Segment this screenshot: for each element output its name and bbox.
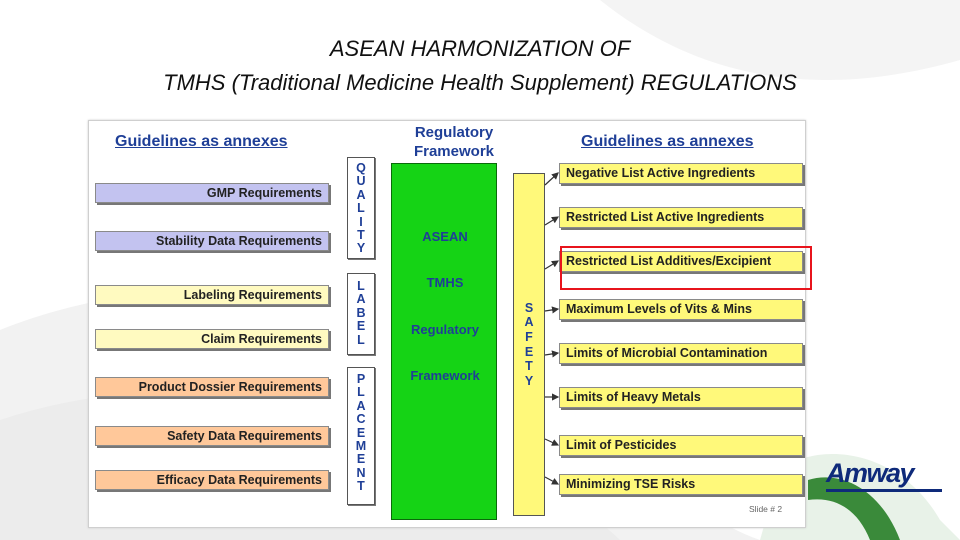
letter: S — [524, 300, 534, 315]
center-text-regulatory: Regulatory — [411, 322, 479, 337]
letter: T — [357, 228, 365, 243]
letter: B — [356, 305, 366, 320]
left-item-safety-data: Safety Data Requirements — [95, 426, 329, 446]
left-item-gmp: GMP Requirements — [95, 183, 329, 203]
letter: A — [356, 187, 366, 202]
center-text-tmhs: TMHS — [426, 275, 464, 290]
letter: N — [356, 465, 366, 480]
letter: E — [356, 452, 366, 467]
letter: L — [357, 332, 365, 347]
center-text-framework: Framework — [410, 368, 480, 383]
amway-logo: Amway — [826, 458, 914, 488]
letter: A — [356, 292, 366, 307]
placement-box — [347, 367, 375, 505]
right-item-restricted-active: Restricted List Active Ingredients — [559, 207, 803, 228]
right-item-tse: Minimizing TSE Risks — [559, 474, 803, 495]
right-item-restricted-additives: Restricted List Additives/Excipient — [559, 251, 803, 272]
letter: A — [524, 315, 534, 330]
letter: Y — [356, 241, 366, 256]
letter: T — [525, 359, 533, 374]
center-heading-line-2: Framework — [413, 143, 495, 160]
letter: M — [355, 439, 367, 454]
letter: U — [356, 174, 366, 189]
framework-diagram — [88, 120, 806, 528]
letter: L — [357, 279, 365, 293]
letter: T — [357, 479, 365, 494]
left-item-labeling: Labeling Requirements — [95, 285, 329, 305]
slide-number: Slide # 2 — [749, 504, 783, 514]
letter: P — [356, 372, 366, 386]
letter: F — [525, 329, 533, 344]
quality-box — [347, 157, 375, 259]
highlight-box — [560, 246, 812, 290]
letter: Y — [524, 373, 534, 388]
left-heading: Guidelines as annexes — [115, 133, 288, 150]
title-line-1: ASEAN HARMONIZATION OF — [329, 36, 631, 61]
right-item-max-vits: Maximum Levels of Vits & Mins — [559, 299, 803, 320]
letter: I — [359, 214, 363, 229]
logo-underline — [826, 489, 942, 492]
center-text-asean: ASEAN — [422, 229, 468, 244]
right-heading: Guidelines as annexes — [581, 133, 754, 150]
letter: E — [524, 344, 534, 359]
letter: C — [356, 412, 366, 427]
letter: Q — [356, 161, 366, 175]
label-box — [347, 273, 375, 355]
left-item-claim: Claim Requirements — [95, 329, 329, 349]
letter: L — [357, 385, 365, 400]
left-item-efficacy: Efficacy Data Requirements — [95, 470, 329, 490]
letter: E — [356, 425, 366, 440]
left-item-dossier: Product Dossier Requirements — [95, 377, 329, 397]
center-framework-box — [391, 163, 497, 520]
title-line-2: TMHS (Traditional Medicine Health Supplement) REGULATIONS — [163, 70, 797, 95]
safety-box — [513, 173, 545, 516]
center-heading — [389, 123, 519, 161]
center-heading-line-1: Regulatory — [414, 124, 494, 141]
letter: L — [357, 201, 365, 216]
right-item-negative-list: Negative List Active Ingredients — [559, 163, 803, 184]
letter: A — [356, 398, 366, 413]
right-item-microbial: Limits of Microbial Contamination — [559, 343, 803, 364]
letter: E — [356, 319, 366, 334]
right-item-heavy-metals: Limits of Heavy Metals — [559, 387, 803, 408]
left-item-stability: Stability Data Requirements — [95, 231, 329, 251]
right-item-pesticides: Limit of Pesticides — [559, 435, 803, 456]
